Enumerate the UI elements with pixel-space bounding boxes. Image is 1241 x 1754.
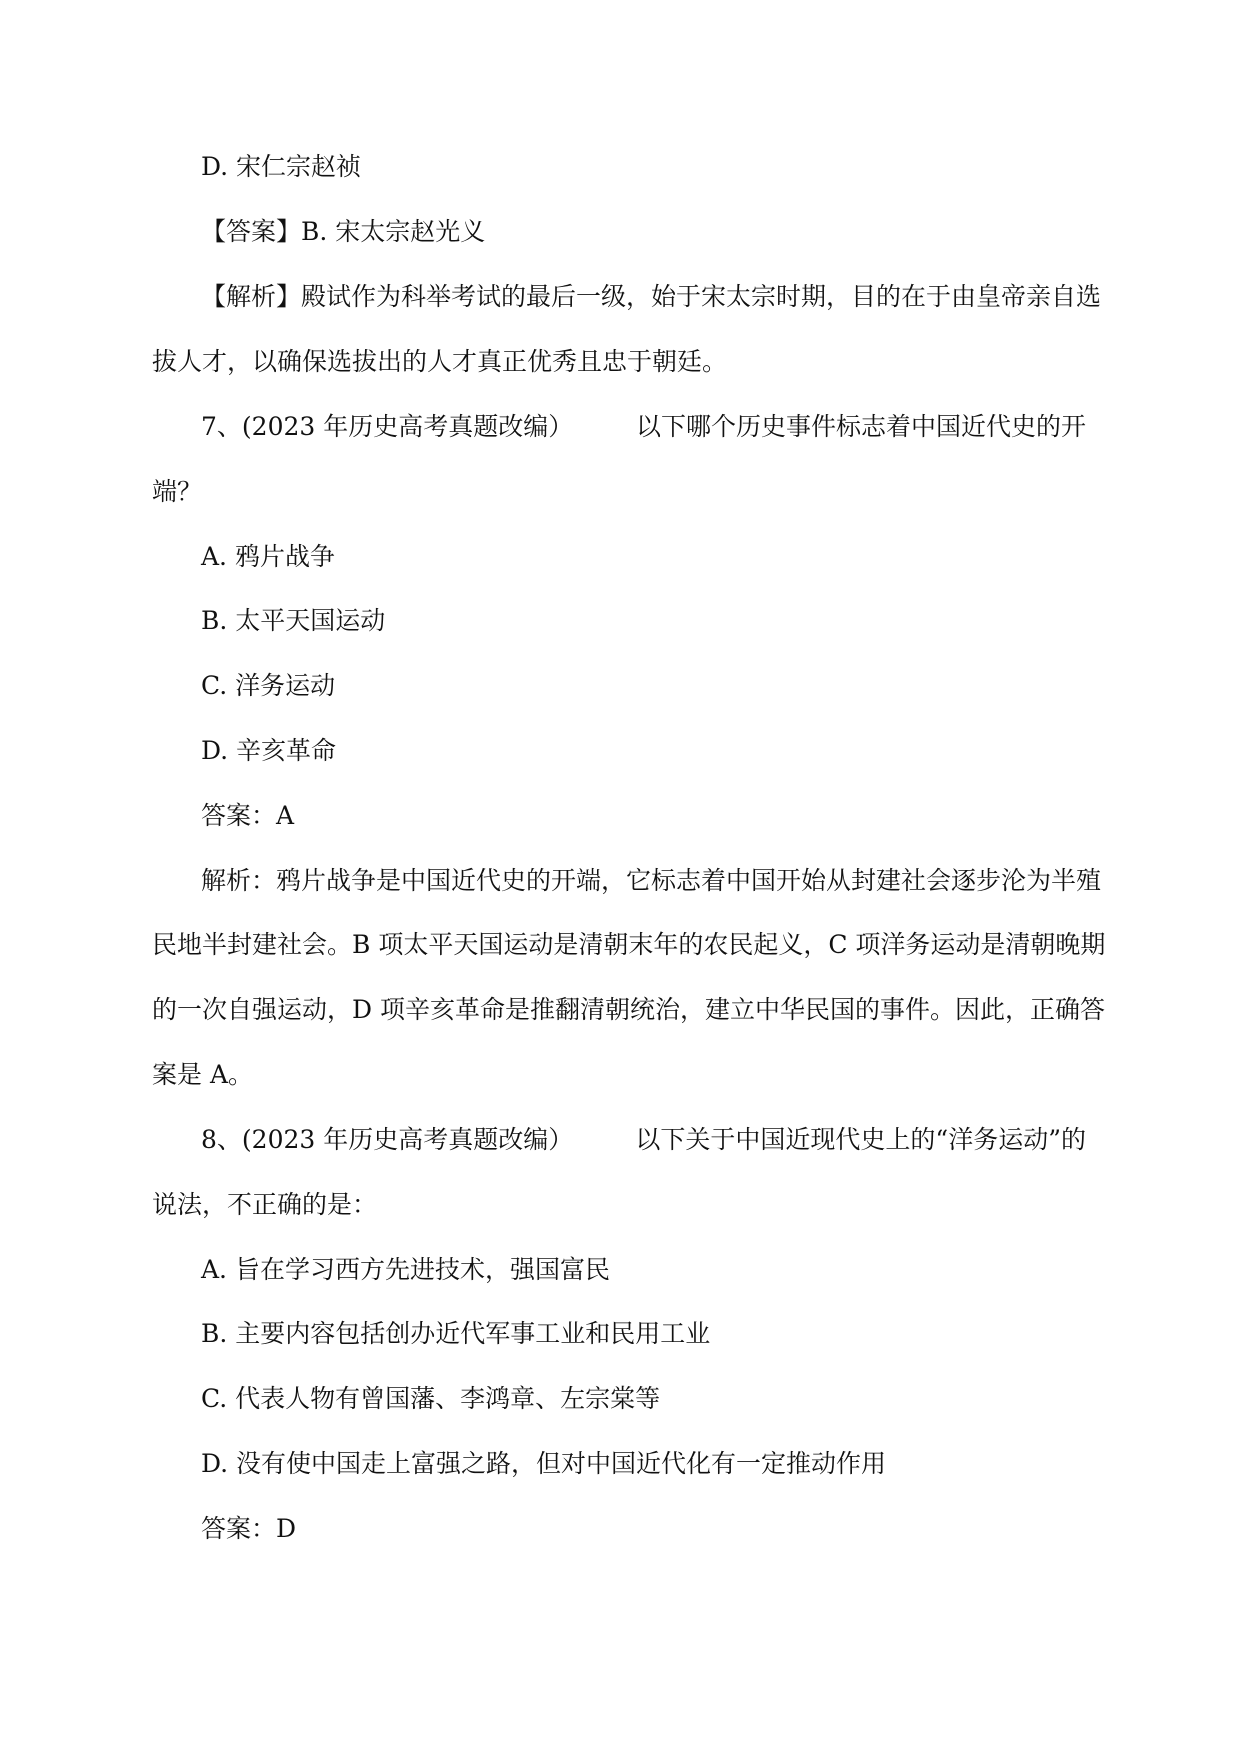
q8-option-c: C. 代表人物有曾国藩、李鸿章、左宗棠等 [201,1384,661,1413]
q7-analysis-line-1: 解析：鸦片战争是中国近代史的开端，它标志着中国开始从封建社会逐步沦为半殖 [201,866,1102,895]
q6-analysis-line-2: 拔人才，以确保选拔出的人才真正优秀且忠于朝廷。 [152,347,728,376]
q7-option-d: D. 辛亥革命 [201,736,337,765]
q8-option-a: A. 旨在学习西方先进技术，强国富民 [201,1255,610,1284]
q6-answer: 【答案】B. 宋太宗赵光义 [201,217,486,246]
q8-answer: 答案：D [201,1514,297,1543]
q7-heading [201,410,1086,444]
q6-analysis-line-1: 【解析】殿试作为科举考试的最后一级，始于宋太宗时期，目的在于由皇帝亲自选 [201,282,1102,311]
q7-answer: 答案：A [201,801,295,830]
q8-stem-line-1: 以下关于中国近现代史上的“洋务运动”的 [635,1125,1086,1154]
q7-source: 7、(2023 年历史高考真题改编） [201,412,574,441]
q7-analysis-line-4: 案是 A。 [152,1060,254,1089]
q8-option-b: B. 主要内容包括创办近代军事工业和民用工业 [201,1319,711,1348]
q8-option-d: D. 没有使中国走上富强之路，但对中国近代化有一定推动作用 [201,1449,887,1478]
q7-stem-line-2: 端？ [152,477,203,506]
q8-heading [201,1123,1086,1157]
q6-option-d: D. 宋仁宗赵祯 [201,152,362,181]
q7-stem-line-1: 以下哪个历史事件标志着中国近代史的开 [635,412,1086,441]
q8-source: 8、(2023 年历史高考真题改编） [201,1125,574,1154]
q7-analysis-line-2: 民地半封建社会。B 项太平天国运动是清朝末年的农民起义，C 项洋务运动是清朝晚期 [152,930,1106,959]
q7-option-b: B. 太平天国运动 [201,606,386,635]
q8-stem-line-2: 说法，不正确的是： [152,1190,378,1219]
q7-analysis-line-3: 的一次自强运动，D 项辛亥革命是推翻清朝统治，建立中华民国的事件。因此，正确答 [152,995,1105,1024]
q7-option-c: C. 洋务运动 [201,671,336,700]
q7-option-a: A. 鸦片战争 [201,542,335,571]
